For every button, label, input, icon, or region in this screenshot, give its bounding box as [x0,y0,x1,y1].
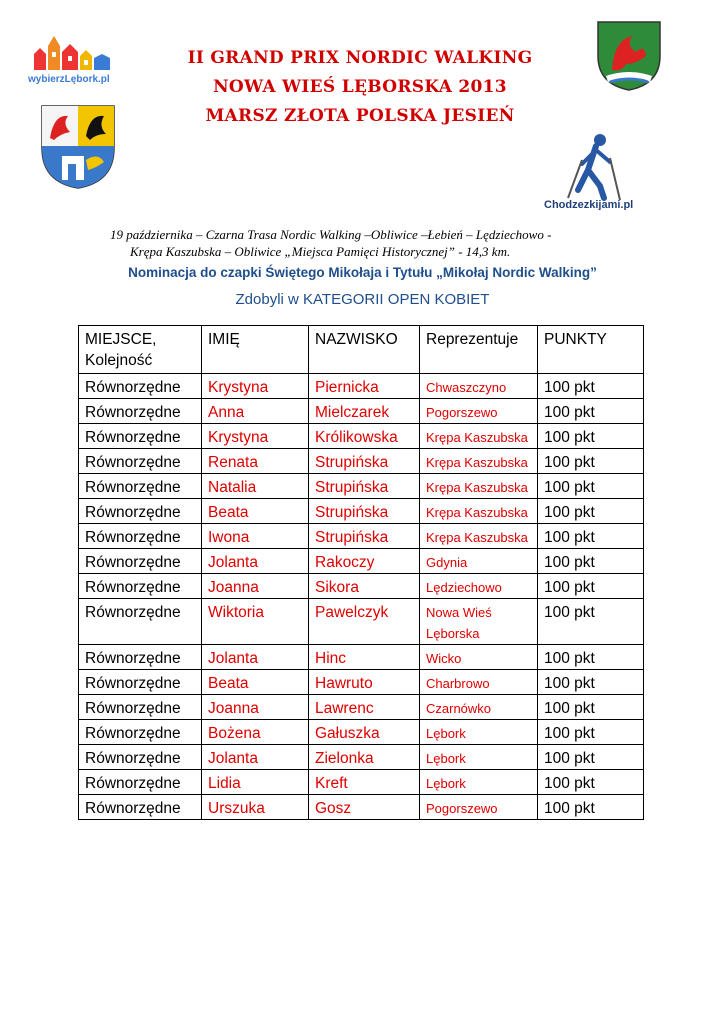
cell-points: 100 pkt [538,720,644,745]
table-row [79,599,644,645]
cell-points: 100 pkt [538,449,644,474]
cell-points: 100 pkt [538,795,644,820]
nomination-text: Nominacja do czapki Świętego Mikołaja i Tytułu „Mikołaj Nordic Walking” [128,265,597,280]
header-last-name: NAZWISKO [309,326,420,374]
cell-last-name: Gałuszka [309,720,420,745]
chodzezkijami-logo [538,128,648,210]
table-row [79,695,644,720]
title-line-1: II GRAND PRIX NORDIC WALKING [187,48,533,68]
table-row [79,449,644,474]
cell-last-name: Strupińska [309,449,420,474]
cell-points: 100 pkt [538,474,644,499]
title-line-2: NOWA WIEŚ LĘBORSKA 2013 [213,77,507,97]
cell-first-name: Beata [202,499,309,524]
table-row [79,770,644,795]
cell-first-name: Bożena [202,720,309,745]
cell-club: Czarnówko [420,695,538,720]
cell-place: Równorzędne [79,720,202,745]
table-row [79,399,644,424]
cell-first-name: Krystyna [202,424,309,449]
cell-last-name: Sikora [309,574,420,599]
cell-club: Wicko [420,645,538,670]
cell-points: 100 pkt [538,524,644,549]
cell-place: Równorzędne [79,670,202,695]
cell-first-name: Natalia [202,474,309,499]
cell-points: 100 pkt [538,424,644,449]
cell-club: Lębork [420,745,538,770]
category-heading: Zdobyli w KATEGORII OPEN KOBIET [235,291,490,308]
cell-points: 100 pkt [538,499,644,524]
event-description [96,226,656,260]
cell-points: 100 pkt [538,695,644,720]
event-line-2: Krępa Kaszubska – Obliwice „Miejsca Pamięci Historycznej” - 14,3 km. [130,244,511,259]
cell-first-name: Joanna [202,695,309,720]
cell-first-name: Jolanta [202,645,309,670]
cell-club: Lębork [420,770,538,795]
cell-first-name: Urszuka [202,795,309,820]
table-row [79,574,644,599]
cell-club: Pogorszewo [420,795,538,820]
cell-last-name: Zielonka [309,745,420,770]
cell-points: 100 pkt [538,670,644,695]
header-club: Reprezentuje [420,326,538,374]
cell-place: Równorzędne [79,695,202,720]
cell-club: Krępa Kaszubska [420,524,538,549]
results-body [79,374,644,820]
cell-last-name: Hinc [309,645,420,670]
table-row [79,549,644,574]
cell-place: Równorzędne [79,374,202,399]
results-table [78,325,644,820]
commune-coat-of-arms [596,20,662,92]
cell-last-name: Strupińska [309,474,420,499]
cell-first-name: Wiktoria [202,599,309,645]
table-row [79,474,644,499]
cell-first-name: Lidia [202,770,309,795]
cell-first-name: Krystyna [202,374,309,399]
cell-first-name: Renata [202,449,309,474]
cell-last-name: Rakoczy [309,549,420,574]
table-row [79,424,644,449]
svg-text:Chodzezkijami.pl: Chodzezkijami.pl [544,199,634,210]
event-line-1: 19 października – Czarna Trasa Nordic Walking –Obliwice –Łebień – Lędziechowo - [110,227,552,242]
cell-club: Charbrowo [420,670,538,695]
cell-first-name: Beata [202,670,309,695]
svg-text:wybierzLębork.pl: wybierzLębork.pl [28,74,110,85]
cell-last-name: Piernicka [309,374,420,399]
cell-place: Równorzędne [79,795,202,820]
cell-first-name: Iwona [202,524,309,549]
cell-place: Równorzędne [79,399,202,424]
cell-last-name: Pawelczyk [309,599,420,645]
cell-club: Chwaszczyno [420,374,538,399]
cell-club: Krępa Kaszubska [420,424,538,449]
cell-points: 100 pkt [538,549,644,574]
cell-first-name: Jolanta [202,745,309,770]
cell-club: Nowa Wieś Lęborska [420,599,538,645]
cell-club: Krępa Kaszubska [420,499,538,524]
cell-points: 100 pkt [538,599,644,645]
cell-last-name: Strupińska [309,499,420,524]
title-line-3: MARSZ ZŁOTA POLSKA JESIEŃ [205,106,515,126]
cell-place: Równorzędne [79,549,202,574]
table-row [79,720,644,745]
cell-last-name: Kreft [309,770,420,795]
county-coat-of-arms [40,104,116,190]
cell-place: Równorzędne [79,645,202,670]
cell-first-name: Joanna [202,574,309,599]
table-row [79,645,644,670]
table-row [79,499,644,524]
cell-last-name: Strupińska [309,524,420,549]
cell-place: Równorzędne [79,574,202,599]
cell-last-name: Gosz [309,795,420,820]
cell-place: Równorzędne [79,770,202,795]
table-row [79,524,644,549]
cell-place: Równorzędne [79,449,202,474]
wybierz-lebork-logo [26,28,126,88]
cell-club: Lębork [420,720,538,745]
header-first-name: IMIĘ [202,326,309,374]
cell-last-name: Hawruto [309,670,420,695]
document-title [150,44,570,131]
table-header-row [79,326,644,374]
cell-place: Równorzędne [79,424,202,449]
cell-points: 100 pkt [538,574,644,599]
cell-club: Pogorszewo [420,399,538,424]
cell-points: 100 pkt [538,374,644,399]
cell-points: 100 pkt [538,399,644,424]
table-row [79,374,644,399]
cell-club: Lędziechowo [420,574,538,599]
cell-last-name: Lawrenc [309,695,420,720]
cell-place: Równorzędne [79,745,202,770]
cell-place: Równorzędne [79,474,202,499]
header-points: PUNKTY [538,326,644,374]
table-row [79,795,644,820]
cell-last-name: Królikowska [309,424,420,449]
cell-first-name: Jolanta [202,549,309,574]
cell-club: Krępa Kaszubska [420,474,538,499]
cell-place: Równorzędne [79,499,202,524]
cell-points: 100 pkt [538,745,644,770]
cell-club: Krępa Kaszubska [420,449,538,474]
table-row [79,745,644,770]
cell-points: 100 pkt [538,770,644,795]
cell-first-name: Anna [202,399,309,424]
cell-place: Równorzędne [79,599,202,645]
header-place: MIEJSCE, Kolejność [79,326,202,374]
table-row [79,670,644,695]
cell-club: Gdynia [420,549,538,574]
cell-place: Równorzędne [79,524,202,549]
cell-points: 100 pkt [538,645,644,670]
cell-last-name: Mielczarek [309,399,420,424]
